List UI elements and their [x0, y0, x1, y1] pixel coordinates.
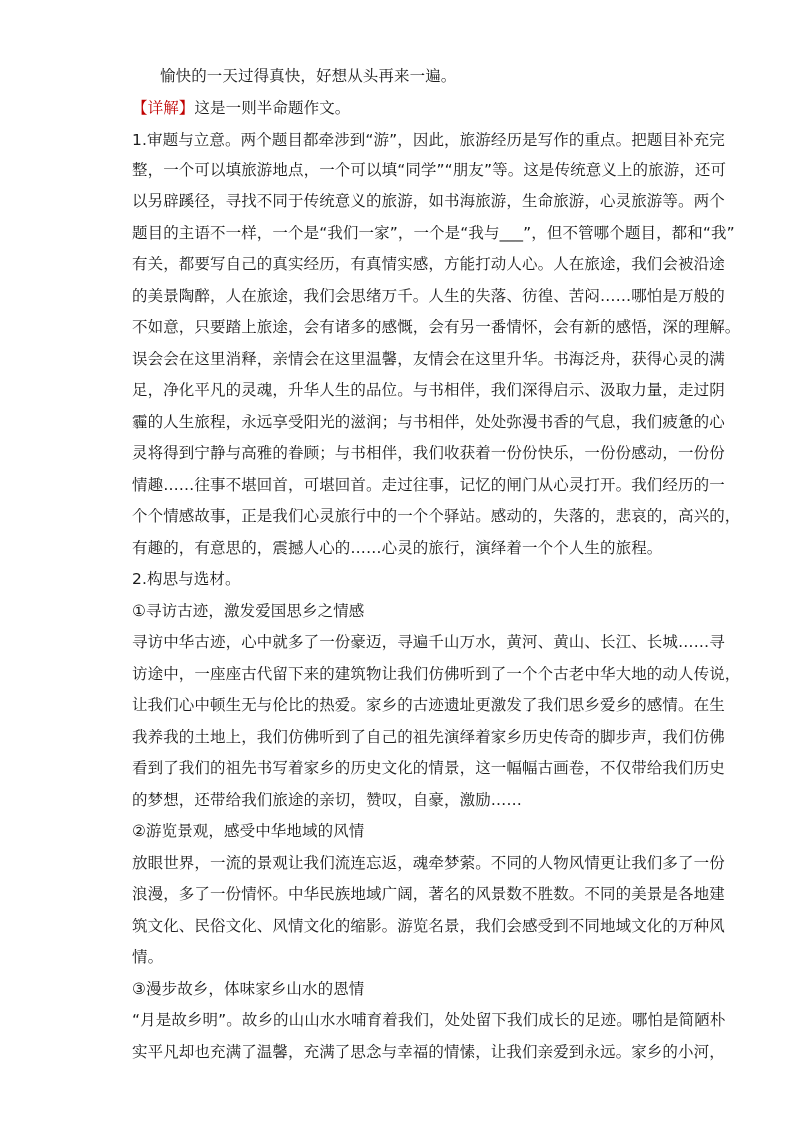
subsection-heading: ①寻访古迹，激发爱国思乡之情感: [132, 602, 365, 620]
paragraph-line: 实平凡却也充满了温馨，充满了思念与幸福的情愫，让我们亲爱到永远。家乡的小河，: [132, 1043, 725, 1061]
paragraph-line: 这是一则半命题作文。: [194, 99, 351, 117]
paragraph-line: 情趣……往事不堪回首，可堪回首。走过往事，记忆的闸门从心灵打开。我们经历的一: [132, 476, 725, 494]
subsection-heading: ③漫步故乡，体味家乡山水的恩情: [132, 980, 365, 998]
paragraph-line: 访途中，一座座古代留下来的建筑物让我们仿佛听到了一个个古老中华大地的动人传说，: [132, 665, 741, 683]
paragraph-line: 寻访中华古迹，心中就多了一份豪迈，寻遍千山万水，黄河、黄山、长江、长城……寻: [132, 633, 725, 651]
paragraph-line: 误会会在这里消释，亲情会在这里温馨，友情会在这里升华。书海泛舟，获得心灵的满: [132, 350, 725, 368]
detail-label: 【详解】: [132, 99, 195, 117]
paragraph-line: 题目的主语不一样，一个是“我们一家”，一个是“我与___”，但不管哪个题目，都和“我”: [132, 224, 735, 242]
paragraph-line: 的梦想，还带给我们旅途的亲切，赞叹，自豪，激励……: [132, 791, 523, 809]
paragraph-line: 整，一个可以填旅游地点，一个可以填“同学”“朋友”等。这是传统意义上的旅游，还可: [132, 161, 727, 179]
paragraph-line: 足，净化平凡的灵魂，升华人生的品位。与书相伴，我们深得启示、汲取力量，走过阴: [132, 381, 725, 399]
paragraph-line: 情。: [132, 948, 164, 966]
paragraph-line: 放眼世界，一流的景观让我们流连忘返，魂牵梦萦。不同的人物风情更让我们多了一份: [132, 854, 725, 872]
paragraph-line: 愉快的一天过得真快，好想从头再来一遍。: [160, 67, 457, 85]
paragraph-line: 不如意，只要踏上旅途，会有诸多的感慨，会有另一番情怀，会有新的感悟，深的理解。: [132, 318, 741, 336]
paragraph-line: 有趣的，有意思的，震撼人心的……心灵的旅行，演绎着一个个人生的旅程。: [132, 539, 663, 557]
section-heading: 2.构思与选材。: [132, 570, 241, 588]
paragraph-line: 以另辟蹊径，寻找不同于传统意义的旅游，如书海旅游，生命旅游，心灵旅游等。两个: [132, 192, 725, 210]
paragraph-line: 的美景陶醉，人在旅途，我们会思绪万千。人生的失落、彷徨、苦闷……哪怕是万般的: [132, 287, 725, 305]
paragraph-line: 看到了我们的祖先书写着家乡的历史文化的情景，这一幅幅古画卷，不仅带给我们历史: [132, 759, 725, 777]
paragraph-line: 有关，都要写自己的真实经历，有真情实感，方能打动人心。人在旅途，我们会被沿途: [132, 255, 725, 273]
detail-heading: [132, 98, 350, 118]
paragraph-line: 个个情感故事，正是我们心灵旅行中的一个个驿站。感动的，失落的，悲哀的，高兴的，: [132, 507, 741, 525]
paragraph-line: 让我们心中顿生无与伦比的热爱。家乡的古迹遗址更激发了我们思乡爱乡的感情。在生: [132, 696, 725, 714]
paragraph-line: “月是故乡明”。故乡的山山水水哺育着我们，处处留下我们成长的足迹。哪怕是简陋朴: [132, 1011, 726, 1029]
paragraph-line: 筑文化、民俗文化、风情文化的缩影。游览名景，我们会感受到不同地域文化的万种风: [132, 917, 725, 935]
paragraph-line: 我养我的土地上，我们仿佛听到了自己的祖先演绎着家乡历史传奇的脚步声，我们仿佛: [132, 728, 725, 746]
subsection-heading: ②游览景观，感受中华地域的风情: [132, 822, 365, 840]
paragraph-line: 灵将得到宁静与高雅的眷顾；与书相伴，我们收获着一份份快乐，一份份感动，一份份: [132, 444, 725, 462]
paragraph-line: 霾的人生旅程，永远享受阳光的滋润；与书相伴，处处弥漫书香的气息，我们疲惫的心: [132, 413, 725, 431]
paragraph-line: 浪漫，多了一份情怀。中华民族地域广阔，著名的风景数不胜数。不同的美景是各地建: [132, 885, 725, 903]
paragraph-line: 1.审题与立意。两个题目都牵涉到“游”，因此，旅游经历是写作的重点。把题目补充完: [132, 131, 725, 149]
